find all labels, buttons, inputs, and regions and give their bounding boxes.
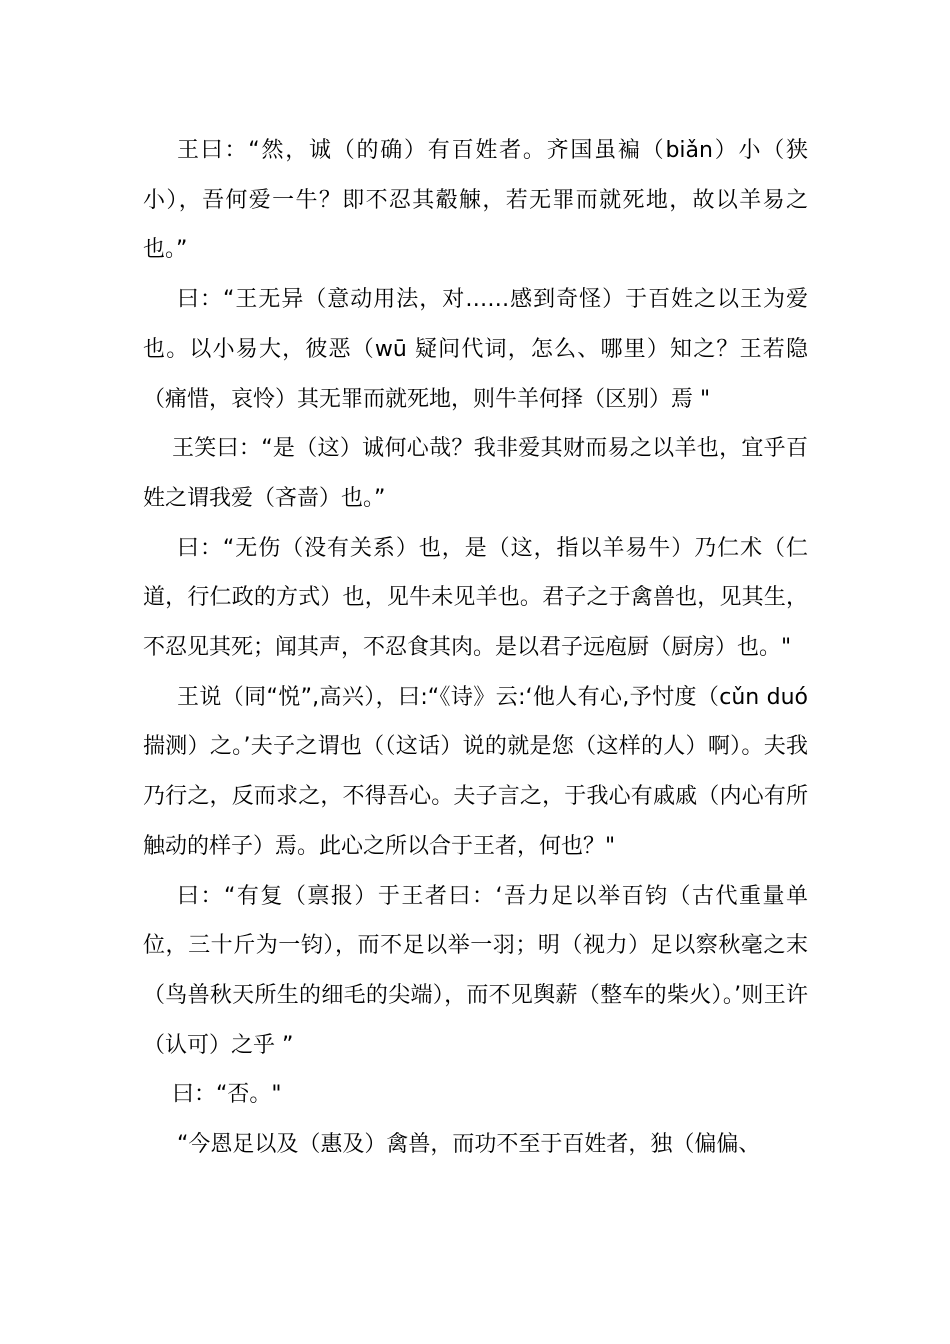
- document-body: [143, 126, 808, 1170]
- paragraph-report-to-king: 曰：“有复（禀报）于王者曰：‘吾力足以举百钧（古代重量单位，三十斤为一钧），而不足以举一羽；明（视力）足以察秋毫之末（鸟兽秋天所生的细毛的尖端），而不见舆薪（整车的柴火）。’则王许（认可）之乎 ”: [143, 883, 808, 1058]
- paragraph-no: 曰：“否。": [172, 1082, 282, 1108]
- paragraph-no-harm: 曰：“无伤（没有关系）也，是（这，指以羊易牛）乃仁术（仁道，行仁政的方式）也，见牛未见羊也。君子之于禽兽也，见其生，不忍见其死；闻其声，不忍食其肉。是以君子远庖厨（厨房）也。": [143, 535, 808, 661]
- paragraph-king-pleased: 王说（同“悦”,高兴），曰:“《诗》云:‘他人有心,予忖度（cǔn duó 揣测）之。’夫子之谓也（（这话）说的就是您（这样的人）啊）。夫我乃行之，反而求之，不得吾心。夫子言之，于我心有戚戚（内心有所触动的样子）焉。此心之所以合于王者，何也？": [143, 684, 808, 859]
- paragraph-dont-be-surprised: 曰：“王无异（意动用法，对……感到奇怪）于百姓之以王为爱也。以小易大，彼恶（wū 疑问代词，怎么、哪里）知之？王若隐（痛惜，哀怜）其无罪而就死地，则牛羊何择（区别）焉 ": [143, 287, 808, 412]
- paragraph-king-says-yes: 王曰：“然，诚（的确）有百姓者。齐国虽褊（biǎn）小（狭小），吾何爱一牛？即不忍其觳觫，若无罪而就死地，故以羊易之也。”: [143, 138, 808, 263]
- paragraph-kindness-reaches-animals: “今恩足以及（惠及）禽兽，而功不至于百姓者，独（偏偏、: [177, 1132, 761, 1158]
- paragraph-king-laughs: 王笑曰：“是（这）诚何心哉？我非爱其财而易之以羊也，宜乎百姓之谓我爱（吝啬）也。”: [143, 436, 808, 511]
